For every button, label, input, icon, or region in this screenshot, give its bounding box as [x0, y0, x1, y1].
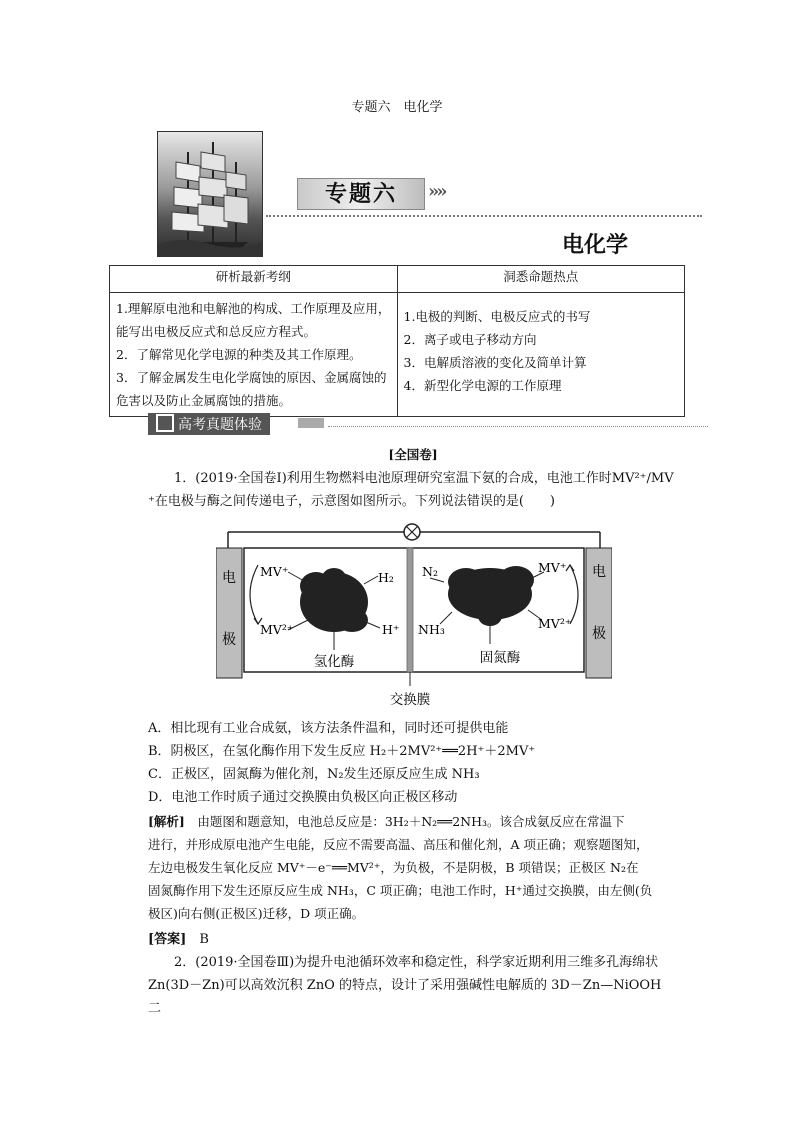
hotspot-item: 4．新型化学电源的工作原理	[403, 378, 562, 393]
dotted-divider	[266, 215, 702, 217]
question-1-options	[148, 717, 678, 809]
analysis-line: 左边电极发生氧化反应 MV⁺－e⁻══MV²⁺，为负极，不是阴极，B 项错误；正极区 N₂在	[148, 860, 639, 875]
pencil-box-icon	[156, 414, 174, 432]
hotspot-item: 1.电极的判断、电极反应式的书写	[403, 309, 591, 324]
region-label: [全国卷]	[388, 447, 438, 462]
analysis-line: 由题图和题意知，电池总反应是：3H₂＋N₂══2NH₃。该合成氨反应在常温下	[197, 814, 625, 829]
left-electrode-label-bottom: 极	[222, 632, 236, 648]
section-heading	[148, 413, 708, 435]
right-mv-plus-label: MV⁺	[538, 560, 567, 575]
hplus-label: H⁺	[382, 622, 400, 637]
question-1-stem	[148, 467, 678, 513]
question-2-stem	[148, 951, 678, 1020]
option-d: D．电池工作时质子通过交换膜由负极区向正极区移动	[148, 790, 458, 805]
sailing-ship-illustration	[157, 131, 263, 257]
syllabus-item: 2．了解常见化学电源的种类及其工作原理。	[116, 347, 362, 362]
question-1-answer	[148, 928, 678, 951]
option-b: B．阴极区，在氢化酶作用下发生反应 H₂＋2MV²⁺══2H⁺＋2MV⁺	[148, 744, 536, 759]
table-header-syllabus: 研析最新考纲	[110, 266, 398, 293]
membrane-label: 交换膜	[389, 692, 431, 708]
syllabus-item: 1.理解原电池和电解池的构成、工作原理及应用，能写出电极反应式和总反应方程式。	[116, 301, 391, 339]
syllabus-cell	[110, 293, 398, 417]
hotspot-item: 3．电解质溶液的变化及简单计算	[403, 355, 587, 370]
answer-label: [答案]	[148, 932, 187, 947]
right-mv2-label: MV²⁺	[538, 616, 572, 631]
chapter-banner: 专题六	[297, 178, 425, 210]
hydrogenase-label: 氢化酶	[313, 654, 355, 670]
chevron-right-icon: »»	[428, 181, 445, 202]
question-1-line: 1．(2019·全国卷Ⅰ)利用生物燃料电池原理研究室温下氨的合成，电池工作时MV²⁺/MV	[174, 471, 674, 486]
fuel-cell-diagram	[216, 520, 612, 710]
nh3-label: NH₃	[418, 622, 445, 637]
page-header-title: 专题六 电化学	[351, 100, 443, 115]
hotspots-cell	[397, 293, 685, 417]
right-electrode-label-top: 电	[592, 564, 606, 580]
option-a: A．相比现有工业合成氨，该方法条件温和，同时还可提供电能	[148, 721, 509, 736]
nitrogenase-label: 固氮酶	[479, 650, 521, 666]
section-bar-accent	[298, 418, 324, 428]
option-c: C．正极区，固氮酶为催化剂，N₂发生还原反应生成 NH₃	[148, 767, 480, 782]
question-1-analysis	[148, 810, 678, 925]
table-header-hotspots: 洞悉命题热点	[397, 266, 685, 293]
answer-value: B	[199, 932, 209, 947]
section-tag	[148, 413, 270, 435]
analysis-line: 固氮酶作用下发生还原反应生成 NH₃，C 项正确；电池工作时，H⁺通过交换膜，由左侧(负	[148, 883, 653, 898]
analysis-label: [解析]	[148, 814, 185, 829]
analysis-line: 极区)向右侧(正极区)迁移，D 项正确。	[148, 906, 365, 921]
lamp-icon	[404, 524, 420, 540]
section-dotted-line	[328, 426, 708, 427]
left-electrode-label-top: 电	[222, 570, 236, 586]
left-mv-plus-label: MV⁺	[260, 564, 289, 579]
left-mv2-label: MV²⁺	[260, 622, 294, 637]
chapter-subject: 电化学	[562, 232, 629, 258]
n2-label: N₂	[422, 564, 438, 579]
h2-label: H₂	[378, 570, 394, 585]
analysis-line: 进行，并形成原电池产生电能，反应不需要高温、高压和催化剂，A 项正确；观察题图知，	[148, 837, 649, 852]
question-1-line: ⁺在电极与酶之间传递电子，示意图如图所示。下列说法错误的是( )	[148, 494, 556, 509]
syllabus-item: 3．了解金属发生电化学腐蚀的原因、金属腐蚀的危害以及防止金属腐蚀的措施。	[116, 370, 387, 408]
hotspot-item: 2．离子或电子移动方向	[403, 332, 537, 347]
requirements-table	[109, 265, 685, 417]
question-2-line: Zn(3D－Zn)可以高效沉积 ZnO 的特点，设计了采用强碱性电解质的 3D－Zn—NiOOH 二	[148, 978, 662, 1016]
ship-icon	[158, 132, 262, 256]
right-electrode-label-bottom: 极	[592, 626, 606, 642]
section-title: 高考真题体验	[178, 417, 262, 433]
question-2-line: 2．(2019·全国卷Ⅲ)为提升电池循环效率和稳定性，科学家近期利用三维多孔海绵状	[174, 955, 659, 970]
